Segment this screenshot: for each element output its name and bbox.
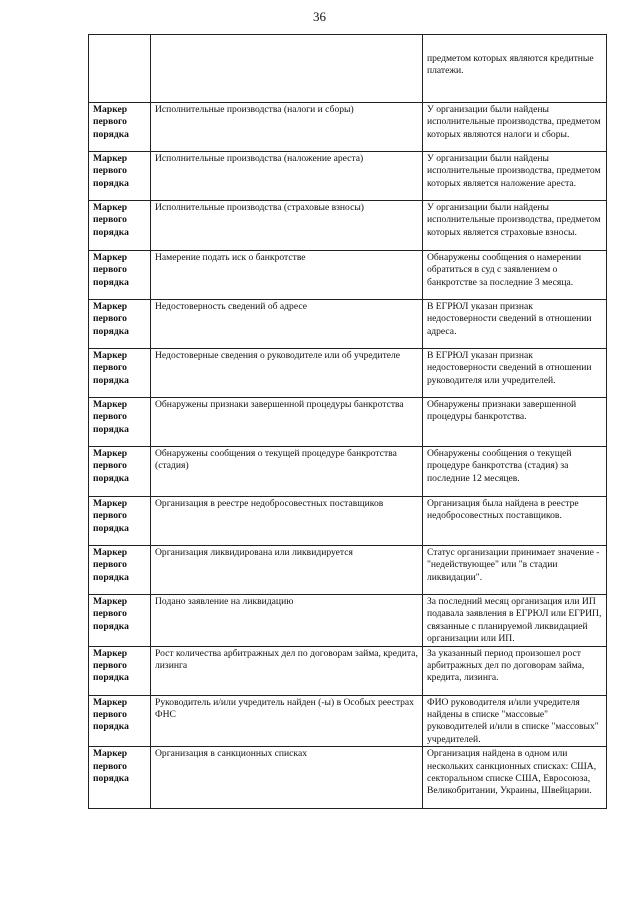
table-row bbox=[89, 152, 607, 201]
marker-description-cell: У организации были найдены исполнительные производства, предметом которых является наложение ареста. bbox=[423, 152, 607, 201]
marker-type-cell: Маркер первого порядка bbox=[89, 251, 151, 300]
marker-type-cell: Маркер первого порядка bbox=[89, 447, 151, 497]
marker-name-cell: Подано заявление на ликвидацию bbox=[151, 595, 423, 647]
marker-type-cell: Маркер первого порядка bbox=[89, 747, 151, 809]
marker-description-cell: Статус организации принимает значение - "недействующее" или "в стадии ликвидации". bbox=[423, 546, 607, 595]
marker-description-cell: В ЕГРЮЛ указан признак недостоверности сведений в отношении адреса. bbox=[423, 300, 607, 349]
marker-name-cell: Организация в реестре недобросовестных поставщиков bbox=[151, 497, 423, 546]
marker-type-cell: Маркер первого порядка bbox=[89, 152, 151, 201]
marker-name-cell: Недостоверность сведений об адресе bbox=[151, 300, 423, 349]
marker-name-cell: Организация ликвидирована или ликвидируется bbox=[151, 546, 423, 595]
marker-description-cell: Организация найдена в одном или нескольких санкционных списках: США, секторальном списке США, Евросоюза, Великобритании, Украины, Швейцарии. bbox=[423, 747, 607, 809]
page-number: 36 bbox=[313, 9, 326, 24]
marker-name-cell: Недостоверные сведения о руководителе или об учредителе bbox=[151, 349, 423, 398]
table-row bbox=[89, 103, 607, 152]
table-row bbox=[89, 201, 607, 251]
marker-type-cell: Маркер первого порядка bbox=[89, 497, 151, 546]
table-row bbox=[89, 251, 607, 300]
marker-name-cell: Исполнительные производства (налоги и сборы) bbox=[151, 103, 423, 152]
marker-name-cell: Рост количества арбитражных дел по договорам займа, кредита, лизинга bbox=[151, 646, 423, 695]
table-row bbox=[89, 595, 607, 647]
table-row bbox=[89, 646, 607, 695]
marker-description-cell: За последний месяц организация или ИП подавала заявления в ЕГРЮЛ или ЕГРИП, связанные с планируемой ликвидацией организации или ИП. bbox=[423, 595, 607, 647]
marker-description-cell: У организации были найдены исполнительные производства, предметом которых являются налоги и сборы. bbox=[423, 103, 607, 152]
marker-description-cell: Организация была найдена в реестре недобросовестных поставщиков. bbox=[423, 497, 607, 546]
marker-description-cell: В ЕГРЮЛ указан признак недостоверности сведений в отношении руководителя или учредителей. bbox=[423, 349, 607, 398]
marker-type-cell: Маркер первого порядка bbox=[89, 646, 151, 695]
table-row bbox=[89, 695, 607, 747]
marker-name-cell: Обнаружены признаки завершенной процедуры банкротства bbox=[151, 398, 423, 447]
marker-type-cell: Маркер первого порядка bbox=[89, 103, 151, 152]
marker-name-cell: Организация в санкционных списках bbox=[151, 747, 423, 809]
marker-type-cell: Маркер первого порядка bbox=[89, 546, 151, 595]
table-row bbox=[89, 447, 607, 497]
marker-type-cell bbox=[89, 35, 151, 103]
marker-type-cell: Маркер первого порядка bbox=[89, 695, 151, 747]
table-row-continued bbox=[89, 35, 607, 103]
marker-name-cell: Руководитель и/или учредитель найден (-ы) в Особых реестрах ФНС bbox=[151, 695, 423, 747]
marker-description-cell: Обнаружены признаки завершенной процедуры банкротства. bbox=[423, 398, 607, 447]
marker-name-cell: Намерение подать иск о банкротстве bbox=[151, 251, 423, 300]
table-row bbox=[89, 300, 607, 349]
markers-table bbox=[88, 34, 607, 809]
marker-description-cell: У организации были найдены исполнительные производства, предметом которых является страховые взносы. bbox=[423, 201, 607, 251]
marker-type-cell: Маркер первого порядка bbox=[89, 349, 151, 398]
marker-name-cell: Исполнительные производства (наложение ареста) bbox=[151, 152, 423, 201]
table-row bbox=[89, 398, 607, 447]
markers-table-body bbox=[89, 35, 607, 809]
marker-description-cell: Обнаружены сообщения о намерении обратиться в суд с заявлением о банкротстве за последние 3 месяца. bbox=[423, 251, 607, 300]
marker-type-cell: Маркер первого порядка bbox=[89, 595, 151, 647]
marker-description-cell: Обнаружены сообщения о текущей процедуре банкротства (стадия) за последние 12 месяцев. bbox=[423, 447, 607, 497]
marker-description-cell: ФИО руководителя и/или учредителя найдены в списке "массовые" руководителей и/или в списке "массовых" учредителей. bbox=[423, 695, 607, 747]
marker-name-cell bbox=[151, 35, 423, 103]
marker-type-cell: Маркер первого порядка bbox=[89, 300, 151, 349]
table-row bbox=[89, 747, 607, 809]
marker-description-cell: За указанный период произошел рост арбитражных дел по договорам займа, кредита, лизинга. bbox=[423, 646, 607, 695]
marker-name-cell: Исполнительные производства (страховые взносы) bbox=[151, 201, 423, 251]
table-row bbox=[89, 546, 607, 595]
marker-name-cell: Обнаружены сообщения о текущей процедуре банкротства (стадия) bbox=[151, 447, 423, 497]
table-row bbox=[89, 349, 607, 398]
table-row bbox=[89, 497, 607, 546]
marker-type-cell: Маркер первого порядка bbox=[89, 201, 151, 251]
marker-type-cell: Маркер первого порядка bbox=[89, 398, 151, 447]
marker-description-cell: предметом которых являются кредитные платежи. bbox=[423, 35, 607, 103]
